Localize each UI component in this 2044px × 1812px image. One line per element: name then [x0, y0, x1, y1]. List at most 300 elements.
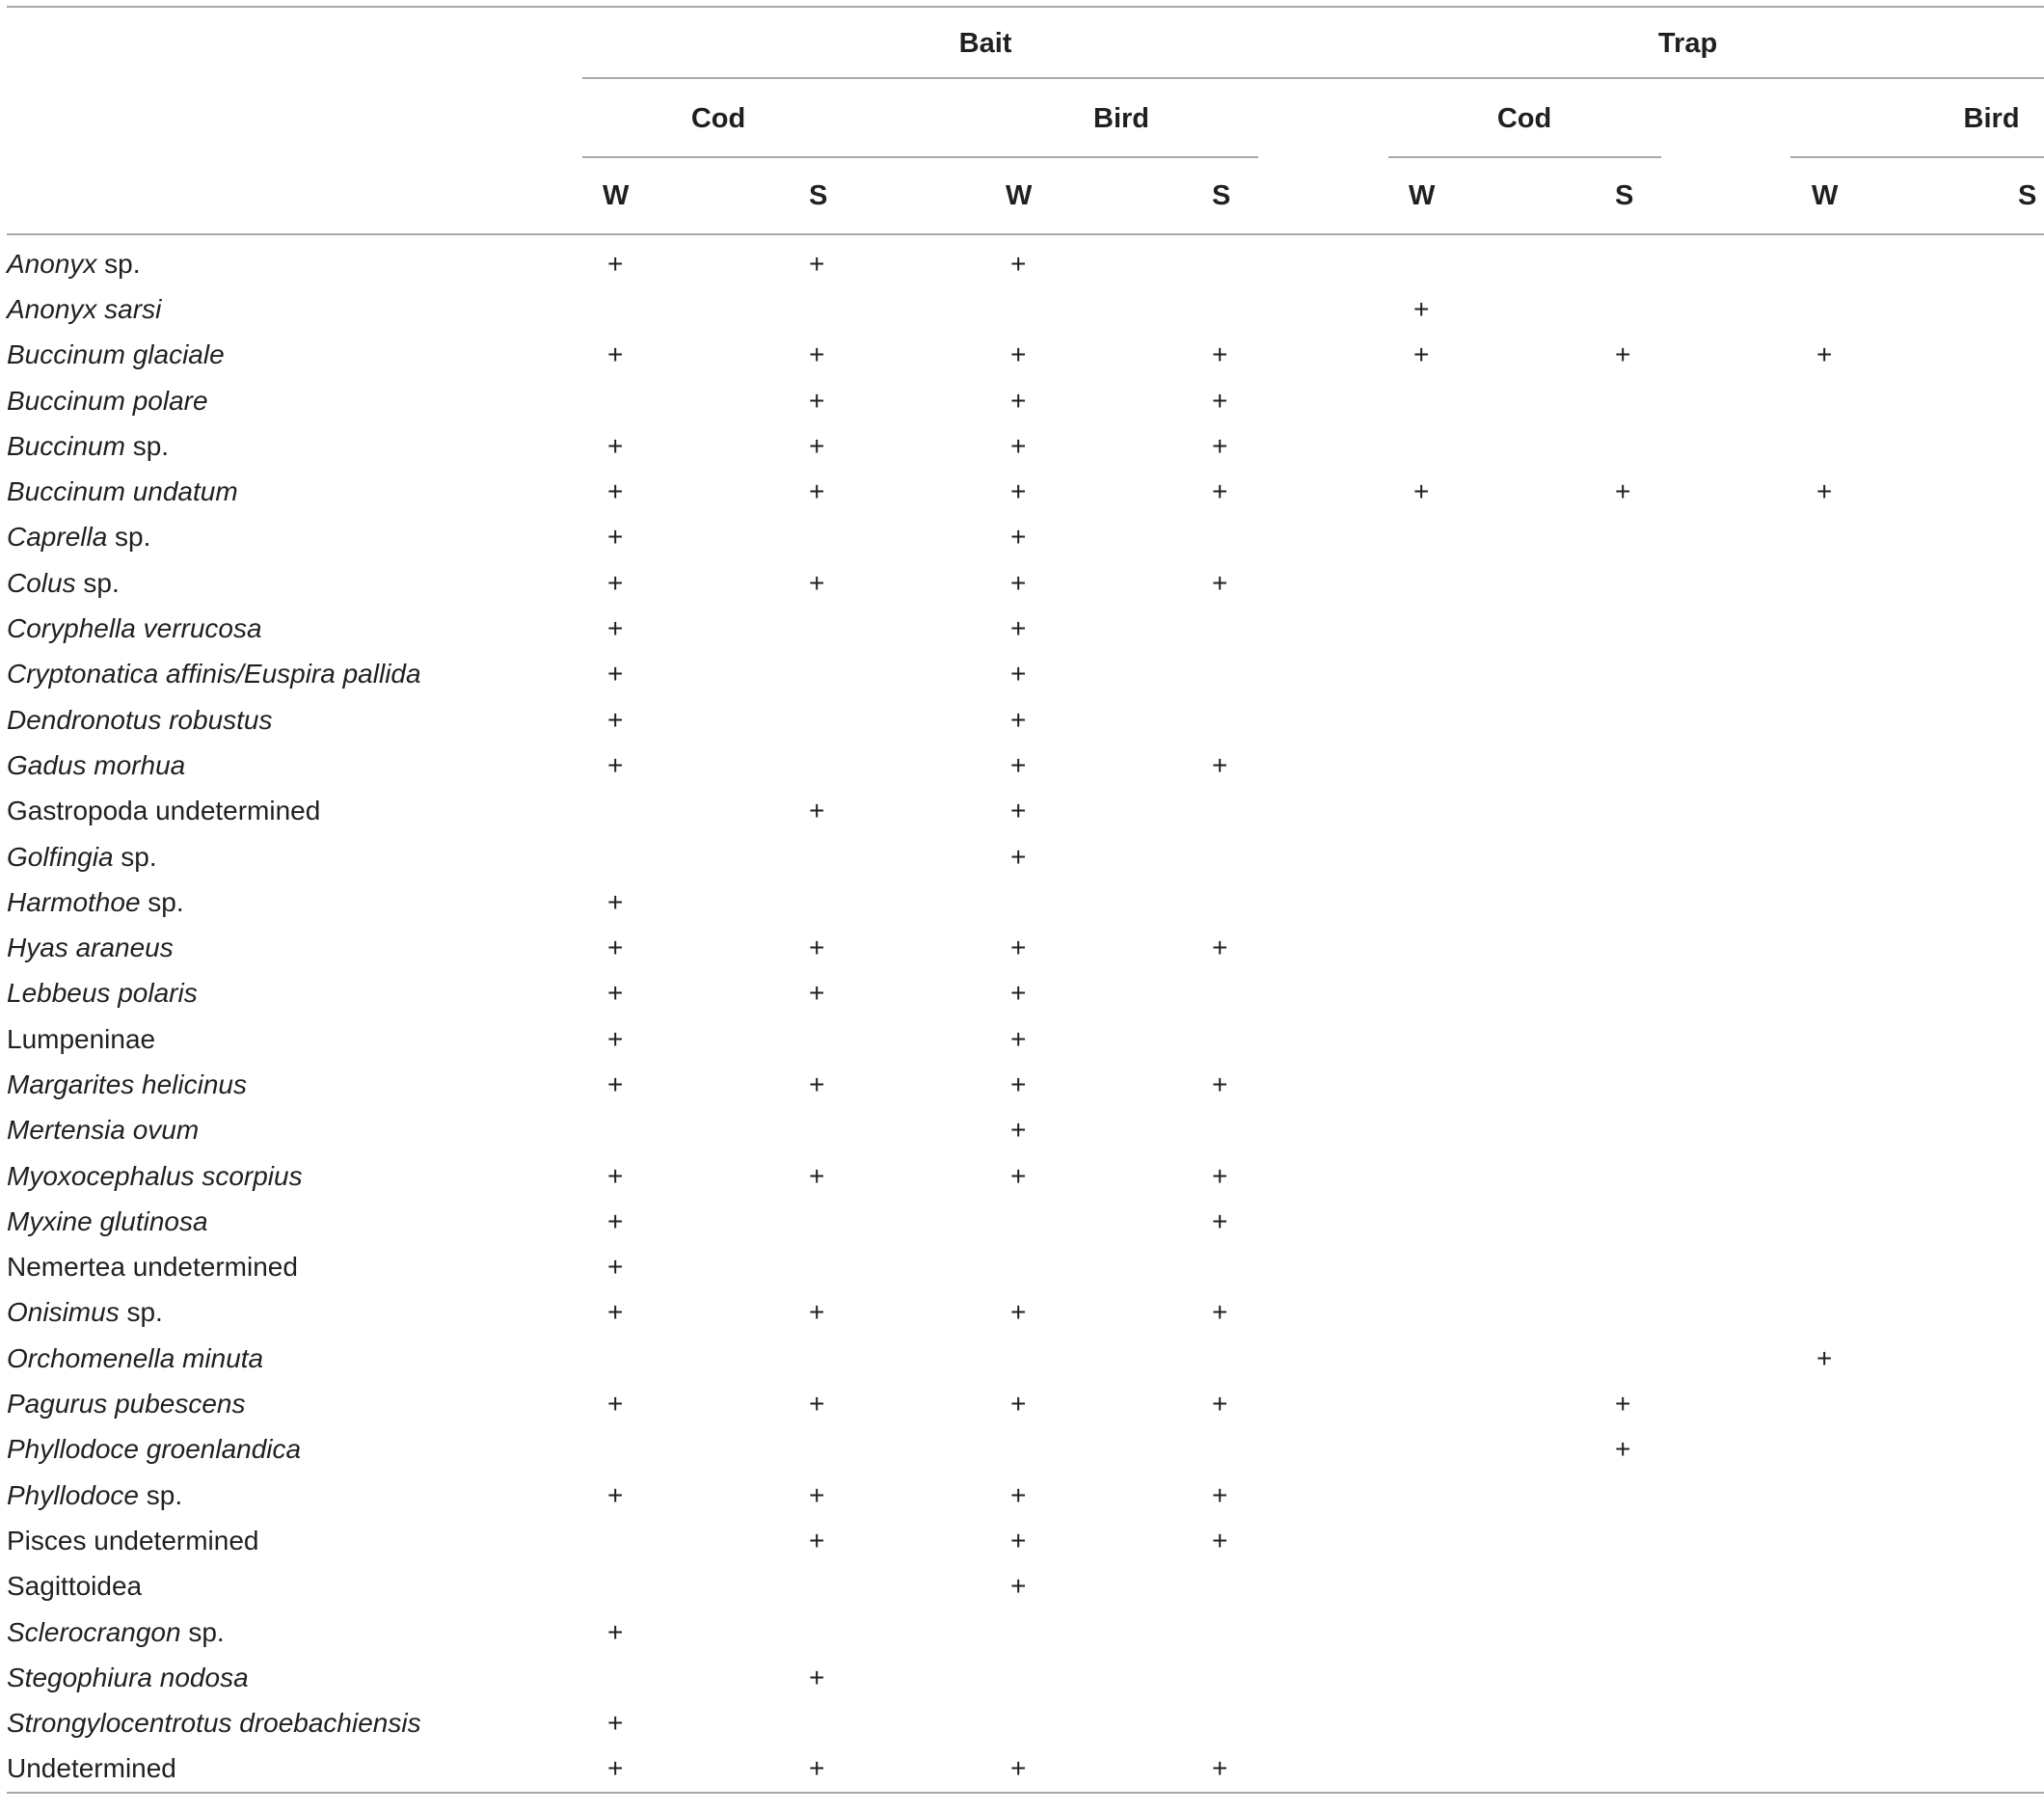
presence-cell — [582, 925, 784, 970]
species-name-cell — [7, 333, 582, 378]
presence-cell — [582, 333, 784, 378]
presence-cell — [582, 560, 784, 606]
presence-cell — [1791, 1655, 1993, 1700]
presence-mark: + — [1010, 796, 1027, 826]
table-row — [7, 1336, 2044, 1381]
header-row-subgroups — [7, 79, 2044, 158]
presence-cell — [1388, 652, 1590, 697]
header-row-seasons — [7, 158, 2044, 234]
presence-cell — [784, 1108, 985, 1153]
presence-mark: + — [1212, 1753, 1228, 1784]
presence-mark: + — [607, 1389, 624, 1420]
presence-cell — [985, 789, 1187, 834]
presence-cell — [1791, 234, 1993, 286]
table-row — [7, 1108, 2044, 1153]
presence-cell — [784, 834, 985, 879]
presence-cell — [1590, 333, 1791, 378]
header-blank — [7, 79, 582, 158]
presence-cell — [1388, 879, 1590, 925]
presence-cell — [985, 560, 1187, 606]
presence-cell — [1993, 925, 2044, 970]
presence-cell — [1388, 1290, 1590, 1336]
presence-cell — [582, 1016, 784, 1062]
presence-mark: + — [1010, 1115, 1027, 1146]
presence-cell — [1791, 1381, 1993, 1426]
presence-cell — [784, 1336, 985, 1381]
presence-cell — [582, 1655, 784, 1700]
presence-cell — [582, 1381, 784, 1426]
presence-cell — [1993, 560, 2044, 606]
presence-cell — [1388, 1245, 1590, 1290]
presence-mark: + — [809, 1297, 825, 1328]
species-name-italic: Buccinum undatum — [7, 476, 238, 507]
table-row — [7, 515, 2044, 560]
presence-cell — [1590, 834, 1791, 879]
presence-cell — [985, 1290, 1187, 1336]
presence-cell — [1791, 423, 1993, 469]
presence-cell — [1993, 1518, 2044, 1563]
presence-cell — [1187, 333, 1388, 378]
table-row — [7, 469, 2044, 514]
presence-cell — [1993, 333, 2044, 378]
presence-cell — [582, 1427, 784, 1473]
species-name-cell — [7, 515, 582, 560]
table-row — [7, 1199, 2044, 1244]
presence-cell — [1388, 1701, 1590, 1746]
presence-mark: + — [607, 1160, 624, 1191]
presence-cell — [1388, 834, 1590, 879]
presence-cell — [1993, 1336, 2044, 1381]
species-name-italic: Buccinum polare — [7, 385, 208, 416]
presence-cell — [1187, 1427, 1388, 1473]
presence-cell — [1993, 971, 2044, 1016]
presence-mark: + — [1010, 339, 1027, 370]
species-name-cell — [7, 1153, 582, 1199]
species-name-italic: Coryphella verrucosa — [7, 613, 262, 644]
presence-cell — [1791, 789, 1993, 834]
presence-cell — [985, 1473, 1187, 1518]
presence-cell — [1791, 286, 1993, 332]
presence-cell — [784, 1473, 985, 1518]
species-name-cell — [7, 1518, 582, 1563]
table-row — [7, 1381, 2044, 1426]
species-name-cell — [7, 1381, 582, 1426]
presence-cell — [784, 1062, 985, 1107]
table-row — [7, 234, 2044, 286]
species-name-cell — [7, 834, 582, 879]
header-season-s: S — [1590, 158, 1791, 234]
presence-cell — [784, 333, 985, 378]
presence-mark: + — [809, 933, 825, 963]
presence-cell — [1993, 1746, 2044, 1793]
presence-cell — [582, 469, 784, 514]
presence-cell — [985, 234, 1187, 286]
presence-cell — [1187, 1473, 1388, 1518]
species-name-plain: sp. — [124, 430, 170, 461]
presence-mark: + — [809, 1160, 825, 1191]
table-row — [7, 1016, 2044, 1062]
table-row — [7, 1609, 2044, 1655]
presence-mark: + — [607, 1297, 624, 1328]
species-name-italic: Harmothoe — [7, 886, 141, 917]
table-row — [7, 652, 2044, 697]
header-subgroup-label: Cod — [1496, 102, 1552, 134]
presence-mark: + — [607, 933, 624, 963]
species-name-plain: sp. — [119, 1297, 163, 1328]
presence-cell — [582, 1199, 784, 1244]
presence-cell — [1791, 697, 1993, 743]
presence-cell — [582, 1245, 784, 1290]
presence-mark: + — [1212, 385, 1228, 416]
presence-cell — [1791, 1746, 1993, 1793]
presence-cell — [1187, 971, 1388, 1016]
species-name-plain: sp. — [140, 886, 184, 917]
table-row — [7, 286, 2044, 332]
presence-mark: + — [809, 339, 825, 370]
presence-cell — [1388, 560, 1590, 606]
species-name-italic: Sclerocrangon — [7, 1616, 181, 1647]
species-name-cell — [7, 469, 582, 514]
presence-cell — [1388, 1609, 1590, 1655]
presence-cell — [985, 423, 1187, 469]
header-season-w: W — [1791, 158, 1993, 234]
presence-cell — [1791, 469, 1993, 514]
presence-mark: + — [1413, 339, 1430, 370]
species-name-cell — [7, 1473, 582, 1518]
presence-mark: + — [607, 522, 624, 553]
presence-cell — [985, 1701, 1187, 1746]
presence-cell — [1590, 1062, 1791, 1107]
presence-cell — [985, 286, 1187, 332]
presence-cell — [784, 515, 985, 560]
presence-mark: + — [1010, 567, 1027, 598]
presence-cell — [985, 1108, 1187, 1153]
species-name-cell — [7, 1016, 582, 1062]
header-subgroup-label: Bird — [1963, 102, 2020, 134]
presence-cell — [1187, 1016, 1388, 1062]
header-group-label: Trap — [1657, 27, 1718, 59]
presence-cell — [1791, 971, 1993, 1016]
presence-mark: + — [1010, 1525, 1027, 1555]
presence-cell — [1590, 606, 1791, 651]
presence-cell — [1388, 333, 1590, 378]
presence-cell — [1590, 1518, 1791, 1563]
table-row — [7, 743, 2044, 788]
header-group-trap — [1388, 7, 2044, 79]
species-name-plain: sp. — [138, 1479, 183, 1510]
presence-cell — [1791, 515, 1993, 560]
presence-cell — [985, 879, 1187, 925]
species-name-italic: Strongylocentrotus droebachiensis — [7, 1708, 421, 1739]
presence-mark: + — [1816, 339, 1833, 370]
presence-mark: + — [1212, 339, 1228, 370]
presence-cell — [1187, 834, 1388, 879]
presence-cell — [1590, 1245, 1791, 1290]
presence-cell — [1388, 971, 1590, 1016]
species-name-plain: sp. — [113, 841, 157, 872]
presence-mark: + — [1212, 749, 1228, 780]
table-row — [7, 560, 2044, 606]
presence-cell — [1791, 652, 1993, 697]
presence-cell — [582, 515, 784, 560]
presence-mark: + — [1212, 1160, 1228, 1191]
presence-cell — [582, 1062, 784, 1107]
presence-mark: + — [809, 796, 825, 826]
presence-cell — [1791, 1427, 1993, 1473]
presence-mark: + — [1010, 1068, 1027, 1099]
presence-cell — [1187, 560, 1388, 606]
presence-cell — [582, 1564, 784, 1609]
presence-cell — [784, 1153, 985, 1199]
species-name-cell — [7, 234, 582, 286]
presence-cell — [985, 834, 1187, 879]
presence-mark: + — [1212, 1297, 1228, 1328]
presence-mark: + — [1010, 522, 1027, 553]
header-subgroup-bait-bird — [985, 79, 1388, 158]
presence-mark: + — [1010, 385, 1027, 416]
presence-mark: + — [1010, 841, 1027, 872]
presence-cell — [1388, 1336, 1590, 1381]
presence-cell — [1590, 1381, 1791, 1426]
presence-cell — [784, 1564, 985, 1609]
header-subgroup-label: Cod — [690, 102, 746, 134]
species-name-italic: Cryptonatica affinis/Euspira pallida — [7, 659, 421, 690]
presence-cell — [1791, 606, 1993, 651]
presence-cell — [1388, 1108, 1590, 1153]
presence-cell — [1590, 1655, 1791, 1700]
species-name-cell — [7, 925, 582, 970]
presence-cell — [784, 560, 985, 606]
species-name-italic: Phyllodoce groenlandica — [7, 1434, 302, 1465]
presence-mark: + — [607, 1479, 624, 1510]
presence-cell — [1590, 1336, 1791, 1381]
presence-cell — [1791, 1199, 1993, 1244]
presence-cell — [1187, 1609, 1388, 1655]
presence-cell — [985, 971, 1187, 1016]
presence-cell — [1791, 1609, 1993, 1655]
presence-cell — [1791, 333, 1993, 378]
presence-mark: + — [1413, 476, 1430, 507]
species-name-cell — [7, 560, 582, 606]
species-name-plain: Nemertea undetermined — [7, 1252, 298, 1283]
presence-cell — [1791, 378, 1993, 423]
species-name-cell — [7, 1746, 582, 1793]
presence-cell — [582, 1290, 784, 1336]
presence-mark: + — [809, 476, 825, 507]
presence-cell — [1993, 1609, 2044, 1655]
presence-mark: + — [809, 248, 825, 279]
presence-cell — [1791, 1564, 1993, 1609]
presence-mark: + — [607, 659, 624, 690]
species-name-cell — [7, 1609, 582, 1655]
presence-cell — [1388, 606, 1590, 651]
species-name-plain: Undetermined — [7, 1753, 176, 1784]
presence-mark: + — [607, 1205, 624, 1236]
table-row — [7, 697, 2044, 743]
species-name-cell — [7, 1199, 582, 1244]
presence-mark: + — [607, 567, 624, 598]
presence-mark: + — [1010, 476, 1027, 507]
species-name-italic: Caprella — [7, 522, 108, 553]
presence-cell — [1791, 1336, 1993, 1381]
presence-cell — [1388, 1153, 1590, 1199]
presence-mark: + — [607, 1708, 624, 1739]
presence-mark: + — [1816, 1342, 1833, 1373]
presence-cell — [985, 1609, 1187, 1655]
presence-cell — [985, 515, 1187, 560]
presence-mark: + — [1010, 659, 1027, 690]
table-row — [7, 1290, 2044, 1336]
header-subgroup-bait-cod — [582, 79, 985, 158]
presence-cell — [1993, 469, 2044, 514]
header-group-label: Bait — [958, 27, 1012, 59]
presence-cell — [1993, 1290, 2044, 1336]
presence-cell — [1388, 1655, 1590, 1700]
table-row — [7, 971, 2044, 1016]
presence-cell — [1791, 1016, 1993, 1062]
species-name-italic: Orchomenella minuta — [7, 1342, 264, 1373]
presence-cell — [1187, 515, 1388, 560]
presence-cell — [1590, 971, 1791, 1016]
presence-mark: + — [1816, 476, 1833, 507]
presence-mark: + — [1615, 1434, 1631, 1465]
presence-cell — [1388, 1062, 1590, 1107]
presence-cell — [1590, 879, 1791, 925]
presence-cell — [784, 1746, 985, 1793]
presence-cell — [1993, 1062, 2044, 1107]
presence-cell — [985, 1746, 1187, 1793]
presence-cell — [1187, 469, 1388, 514]
presence-cell — [582, 1473, 784, 1518]
presence-cell — [1187, 1564, 1388, 1609]
header-season-w: W — [1388, 158, 1590, 234]
presence-cell — [1187, 1153, 1388, 1199]
species-name-plain: Pisces undetermined — [7, 1525, 259, 1555]
presence-cell — [1993, 1381, 2044, 1426]
table-row — [7, 423, 2044, 469]
presence-mark: + — [1010, 430, 1027, 461]
presence-mark: + — [1010, 1297, 1027, 1328]
presence-cell — [1791, 1518, 1993, 1563]
presence-cell — [985, 378, 1187, 423]
species-name-italic: Lebbeus polaris — [7, 978, 198, 1009]
presence-cell — [1993, 879, 2044, 925]
presence-cell — [1993, 1564, 2044, 1609]
presence-cell — [582, 1746, 784, 1793]
table-header — [7, 7, 2044, 234]
presence-cell — [1187, 1199, 1388, 1244]
header-subgroup-trap-cod — [1388, 79, 1791, 158]
species-name-cell — [7, 378, 582, 423]
presence-cell — [1993, 378, 2044, 423]
species-name-cell — [7, 1062, 582, 1107]
presence-cell — [1187, 423, 1388, 469]
presence-cell — [985, 1336, 1187, 1381]
table-row — [7, 378, 2044, 423]
presence-cell — [1791, 560, 1993, 606]
table-row — [7, 834, 2044, 879]
species-name-cell — [7, 1564, 582, 1609]
presence-cell — [1187, 1701, 1388, 1746]
presence-mark: + — [1212, 1205, 1228, 1236]
table-row — [7, 1245, 2044, 1290]
species-name-plain: sp. — [75, 567, 120, 598]
presence-cell — [582, 286, 784, 332]
presence-cell — [985, 606, 1187, 651]
species-name-cell — [7, 789, 582, 834]
presence-cell — [784, 1701, 985, 1746]
presence-mark: + — [607, 476, 624, 507]
presence-cell — [582, 423, 784, 469]
presence-mark: + — [809, 1662, 825, 1692]
presence-cell — [1187, 652, 1388, 697]
presence-cell — [985, 1199, 1187, 1244]
presence-mark: + — [1212, 1389, 1228, 1420]
header-subgroup-trap-bird — [1791, 79, 2044, 158]
presence-cell — [1590, 560, 1791, 606]
species-name-plain: sp. — [107, 522, 151, 553]
species-name-italic: Pagurus pubescens — [7, 1389, 246, 1420]
presence-mark: + — [1212, 567, 1228, 598]
species-name-plain: Gastropoda undetermined — [7, 796, 321, 826]
presence-cell — [582, 234, 784, 286]
presence-cell — [1993, 606, 2044, 651]
species-name-italic: Stegophiura nodosa — [7, 1662, 249, 1692]
table-row — [7, 1655, 2044, 1700]
presence-cell — [1590, 1108, 1791, 1153]
presence-cell — [1590, 423, 1791, 469]
species-name-cell — [7, 1336, 582, 1381]
presence-cell — [1590, 1153, 1791, 1199]
presence-cell — [1993, 834, 2044, 879]
header-blank — [7, 7, 582, 79]
presence-cell — [1791, 879, 1993, 925]
presence-cell — [784, 652, 985, 697]
presence-cell — [1590, 1016, 1791, 1062]
presence-cell — [985, 1153, 1187, 1199]
header-group-bait — [582, 7, 1388, 79]
presence-cell — [784, 1245, 985, 1290]
presence-mark: + — [607, 248, 624, 279]
presence-cell — [1388, 1564, 1590, 1609]
presence-cell — [1388, 234, 1590, 286]
species-name-cell — [7, 1427, 582, 1473]
presence-cell — [582, 789, 784, 834]
presence-cell — [1993, 1701, 2044, 1746]
table-row — [7, 1518, 2044, 1563]
presence-cell — [784, 423, 985, 469]
presence-cell — [582, 606, 784, 651]
table-row — [7, 1153, 2044, 1199]
species-name-plain: sp. — [96, 248, 141, 279]
presence-cell — [582, 1336, 784, 1381]
table-row — [7, 1427, 2044, 1473]
species-name-italic: Margarites helicinus — [7, 1068, 247, 1099]
species-name-cell — [7, 1655, 582, 1700]
presence-cell — [985, 1016, 1187, 1062]
presence-cell — [1187, 234, 1388, 286]
species-name-plain: Lumpeninae — [7, 1023, 156, 1054]
species-name-cell — [7, 423, 582, 469]
presence-cell — [1187, 697, 1388, 743]
presence-mark: + — [607, 339, 624, 370]
presence-mark: + — [1212, 933, 1228, 963]
table-row — [7, 1746, 2044, 1793]
species-name-italic: Mertensia ovum — [7, 1115, 200, 1146]
presence-mark: + — [809, 430, 825, 461]
presence-cell — [582, 879, 784, 925]
presence-mark: + — [1212, 430, 1228, 461]
